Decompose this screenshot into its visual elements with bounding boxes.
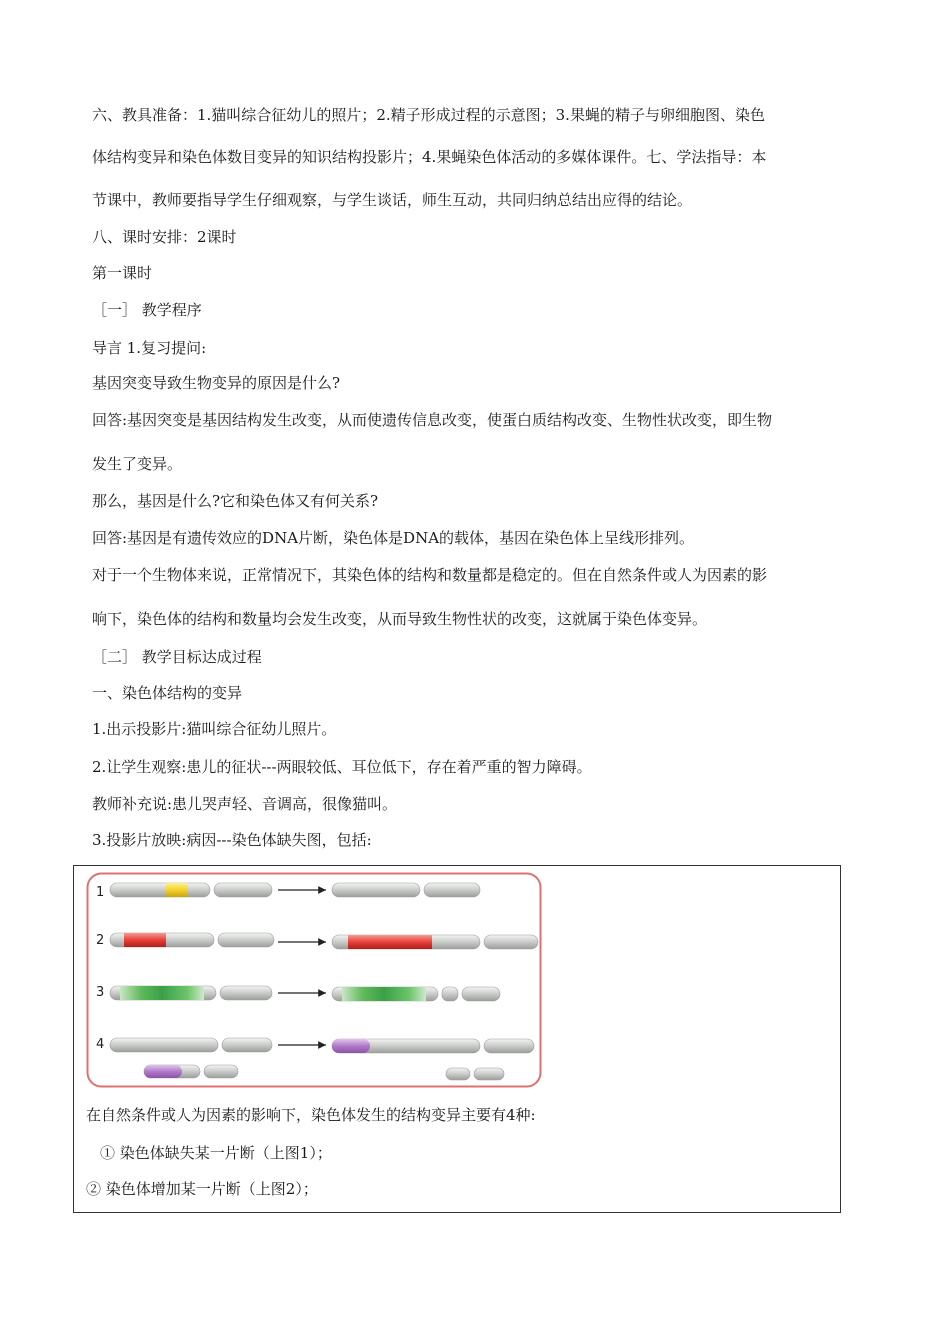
paragraph: 回答:基因是有遗传效应的DNA片断，染色体是DNA的载体，基因在染色体上呈线形排列。 [92,529,695,547]
box-paragraph: ② 染色体增加某一片断（上图2）； [86,1180,318,1198]
paragraph: 教师补充说:患儿哭声轻、音调高，很像猫叫。 [92,795,398,813]
chromosome-result-1 [332,883,480,897]
paragraph: 那么，基因是什么?它和染色体又有何关系? [92,492,379,510]
paragraph: 响下，染色体的结构和数量均会发生改变，从而导致生物性状的改变，这就属于染色体变异。 [92,610,708,628]
paragraph: 2.让学生观察:患儿的征状---两眼较低、耳位低下，存在着严重的智力障碍。 [92,758,592,776]
figure-frame [88,874,541,1087]
paragraph: 发生了变异。 [92,455,183,473]
paragraph: 导言 1.复习提问: [92,339,207,357]
paragraph: 六、教具准备：1.猫叫综合征幼儿的照片；2.精子形成过程的示意图；3.果蝇的精子与卵细胞图、染色 [92,106,765,124]
paragraph: ［二］ 教学目标达成过程 [92,648,262,666]
paragraph: 体结构变异和染色体数目变异的知识结构投影片；4.果蝇染色体活动的多媒体课件。七、学法指导：本 [92,148,767,166]
paragraph: 3.投影片放映:病因---染色体缺失图，包括: [92,831,372,849]
chromosome-result-2 [332,935,538,949]
row-label: 2 [96,933,105,948]
paragraph: 节课中，教师要指导学生仔细观察，与学生谈话，师生互动，共同归纳总结出应得的结论。 [92,191,693,209]
chromosome-result-3 [332,987,500,1001]
paragraph: 1.出示投影片:猫叫综合征幼儿照片。 [92,720,337,738]
paragraph: 回答:基因突变是基因结构发生改变，从而使遗传信息改变，使蛋白质结构改变、生物性状改变，即生物 [92,411,773,429]
box-paragraph: ① 染色体缺失某一片断（上图1）； [100,1144,332,1162]
paragraph: 对于一个生物体来说，正常情况下，其染色体的结构和数量都是稳定的。但在自然条件或人为因素的影 [92,566,768,584]
paragraph: 一、染色体结构的变异 [92,684,243,702]
paragraph: 第一课时 [92,264,153,282]
paragraph: 八、课时安排：2课时 [92,228,237,246]
row-label: 4 [96,1037,105,1052]
paragraph: ［一］ 教学程序 [92,301,202,319]
paragraph: 基因突变导致生物变异的原因是什么? [92,374,341,392]
chromosome-original-2 [110,933,274,947]
figure-text-box [73,865,841,1213]
chromosome-original-1 [110,883,272,897]
row-label: 3 [96,985,105,1000]
box-paragraph: 在自然条件或人为因素的影响下，染色体发生的结构变异主要有4种: [86,1106,536,1124]
chromosome-original-3 [110,986,272,1000]
row-label: 1 [96,885,105,900]
chromosome-variation-figure [86,872,542,1088]
